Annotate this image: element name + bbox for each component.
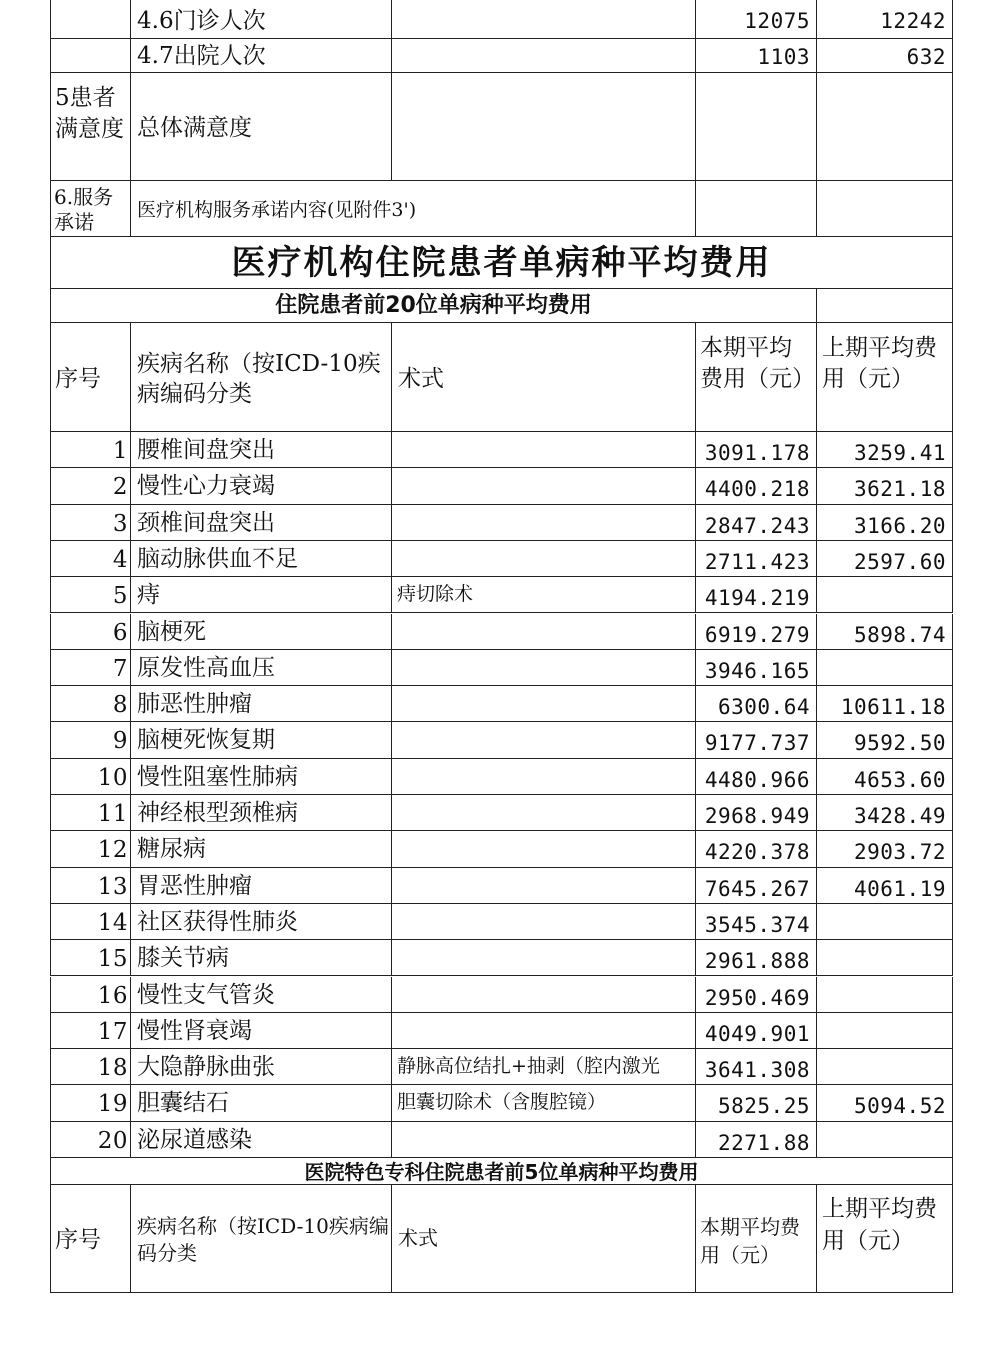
commitment-row [50, 181, 953, 237]
current-cost: 6919.279 [704, 622, 810, 647]
disease-name: 泌尿道感染 [137, 1126, 252, 1153]
current-cost: 2961.888 [704, 949, 810, 974]
current-cost: 3091.178 [704, 441, 810, 465]
page-title: 医疗机构住院患者单病种平均费用 [231, 243, 772, 283]
previous-cost: 9592.50 [853, 731, 946, 756]
disease-name: 慢性支气管炎 [137, 981, 275, 1008]
section-title: 医院特色专科住院患者前5位单病种平均费用 [304, 1160, 699, 1184]
previous-cost: 3166.20 [853, 513, 946, 538]
category-label: 5患者满意度 [55, 85, 124, 142]
row-index: 5 [112, 583, 128, 610]
table-row [50, 0, 953, 39]
disease-name: 痔 [137, 582, 160, 609]
previous-cost: 5898.74 [853, 622, 946, 647]
disease-name: 大隐静脉曲张 [137, 1054, 275, 1081]
disease-name: 胆囊结石 [137, 1090, 229, 1117]
header-previous: 上期平均费用（元） [822, 1196, 937, 1254]
disease-name: 肺恶性肿瘤 [137, 691, 252, 718]
table-row [50, 614, 953, 650]
row-index: 15 [97, 946, 128, 973]
current-value: 12075 [744, 9, 810, 33]
row-index: 19 [97, 1091, 128, 1118]
previous-value: 632 [906, 45, 946, 69]
satisfaction-row [50, 73, 953, 181]
row-label: 4.7出院人次 [137, 43, 266, 69]
current-cost: 4400.218 [704, 477, 810, 502]
disease-name: 脑梗死 [137, 618, 206, 645]
table-row [50, 505, 953, 541]
row-index: 10 [97, 764, 128, 791]
section-title-row [50, 289, 953, 323]
disease-name: 颈椎间盘突出 [137, 509, 275, 536]
header-current: 本期平均费用（元） [700, 335, 815, 392]
disease-name: 原发性高血压 [137, 654, 275, 681]
table-row [50, 759, 953, 795]
current-cost: 2847.243 [704, 513, 810, 538]
header-current: 本期平均费用（元） [700, 1215, 800, 1267]
row-label: 4.6门诊人次 [137, 8, 266, 34]
row-index: 11 [97, 801, 128, 827]
header-procedure: 术式 [398, 1226, 438, 1250]
table-row [50, 1085, 953, 1121]
previous-cost: 4653.60 [853, 767, 946, 792]
disease-name: 腰椎间盘突出 [137, 437, 275, 463]
section-title-row [50, 1158, 953, 1185]
row-index: 3 [112, 510, 128, 537]
table-row [50, 977, 953, 1013]
table-row [50, 686, 953, 722]
procedure-name: 痔切除术 [397, 583, 474, 606]
row-index: 4 [112, 546, 128, 573]
previous-value: 12242 [880, 9, 946, 33]
table-row [50, 577, 953, 613]
row-index: 12 [97, 837, 128, 864]
current-cost: 3545.374 [704, 912, 810, 937]
table-row [50, 722, 953, 758]
header-disease: 疾病名称（按ICD-10疾病编码分类 [137, 1214, 389, 1265]
row-index: 17 [97, 1018, 128, 1045]
table-header-row [50, 1185, 953, 1293]
previous-cost: 2903.72 [853, 840, 946, 865]
current-cost: 6300.64 [717, 695, 810, 720]
disease-name: 社区获得性肺炎 [137, 908, 298, 935]
disease-name: 膝关节病 [137, 945, 229, 972]
current-value: 1103 [757, 45, 810, 69]
row-index: 6 [112, 619, 128, 646]
previous-cost: 3428.49 [853, 804, 946, 828]
previous-cost: 2597.60 [853, 549, 946, 574]
previous-cost: 3259.41 [853, 441, 946, 465]
current-cost: 2968.949 [704, 804, 810, 828]
table-row [50, 795, 953, 831]
disease-name: 糖尿病 [137, 836, 206, 863]
current-cost: 4194.219 [704, 586, 810, 611]
current-cost: 5825.25 [717, 1094, 810, 1119]
table-row [50, 868, 953, 904]
disease-name: 脑动脉供血不足 [137, 545, 298, 572]
header-index: 序号 [55, 366, 101, 392]
table-row [50, 432, 953, 468]
row-index: 16 [97, 982, 128, 1009]
header-disease: 疾病名称（按ICD-10疾病编码分类 [137, 351, 381, 407]
table-row [50, 1049, 953, 1085]
row-index: 14 [97, 909, 128, 936]
section-title: 住院患者前20位单病种平均费用 [275, 293, 592, 318]
previous-cost: 3621.18 [853, 477, 946, 502]
procedure-name: 胆囊切除术（含腹腔镜） [397, 1091, 607, 1114]
row-index: 20 [97, 1127, 128, 1154]
current-cost: 4049.901 [704, 1021, 810, 1046]
header-previous: 上期平均费用（元） [822, 335, 937, 392]
current-cost: 7645.267 [704, 876, 810, 901]
row-label: 医疗机构服务承诺内容(见附件3') [137, 199, 417, 221]
previous-cost: 5094.52 [853, 1094, 946, 1119]
disease-name: 慢性心力衰竭 [137, 473, 275, 500]
disease-name: 慢性肾衰竭 [137, 1017, 252, 1044]
row-index: 18 [97, 1055, 128, 1082]
current-cost: 4220.378 [704, 840, 810, 865]
table-row [50, 1013, 953, 1049]
disease-name: 胃恶性肿瘤 [137, 872, 252, 899]
table-row [50, 904, 953, 940]
procedure-name: 静脉高位结扎+抽剥（腔内激光 [397, 1055, 660, 1078]
header-procedure: 术式 [398, 366, 444, 392]
table-row [50, 650, 953, 686]
disease-name: 神经根型颈椎病 [137, 800, 298, 826]
row-index: 9 [112, 728, 128, 755]
current-cost: 9177.737 [704, 731, 810, 756]
category-label: 6.服务承诺 [54, 185, 114, 234]
previous-cost: 10611.18 [840, 695, 946, 720]
current-cost: 2950.469 [704, 985, 810, 1010]
disease-name: 慢性阻塞性肺病 [137, 763, 298, 790]
header-index: 序号 [55, 1227, 101, 1253]
table-row [50, 831, 953, 867]
row-index: 8 [112, 692, 128, 719]
row-index: 13 [97, 873, 128, 900]
table-row [50, 940, 953, 976]
table-row [50, 1122, 953, 1158]
table-row [50, 39, 953, 73]
table-row [50, 468, 953, 504]
current-cost: 2711.423 [704, 549, 810, 574]
row-index: 7 [112, 655, 128, 682]
disease-name: 脑梗死恢复期 [137, 727, 275, 754]
current-cost: 4480.966 [704, 767, 810, 792]
row-label: 总体满意度 [137, 115, 252, 141]
table-header-row [50, 323, 953, 432]
main-title-row [50, 237, 953, 289]
current-cost: 3946.165 [704, 658, 810, 683]
row-index: 2 [112, 474, 128, 501]
previous-cost: 4061.19 [853, 876, 946, 901]
table-row [50, 541, 953, 577]
current-cost: 3641.308 [704, 1058, 810, 1083]
current-cost: 2271.88 [717, 1130, 810, 1155]
row-index: 1 [112, 438, 128, 464]
